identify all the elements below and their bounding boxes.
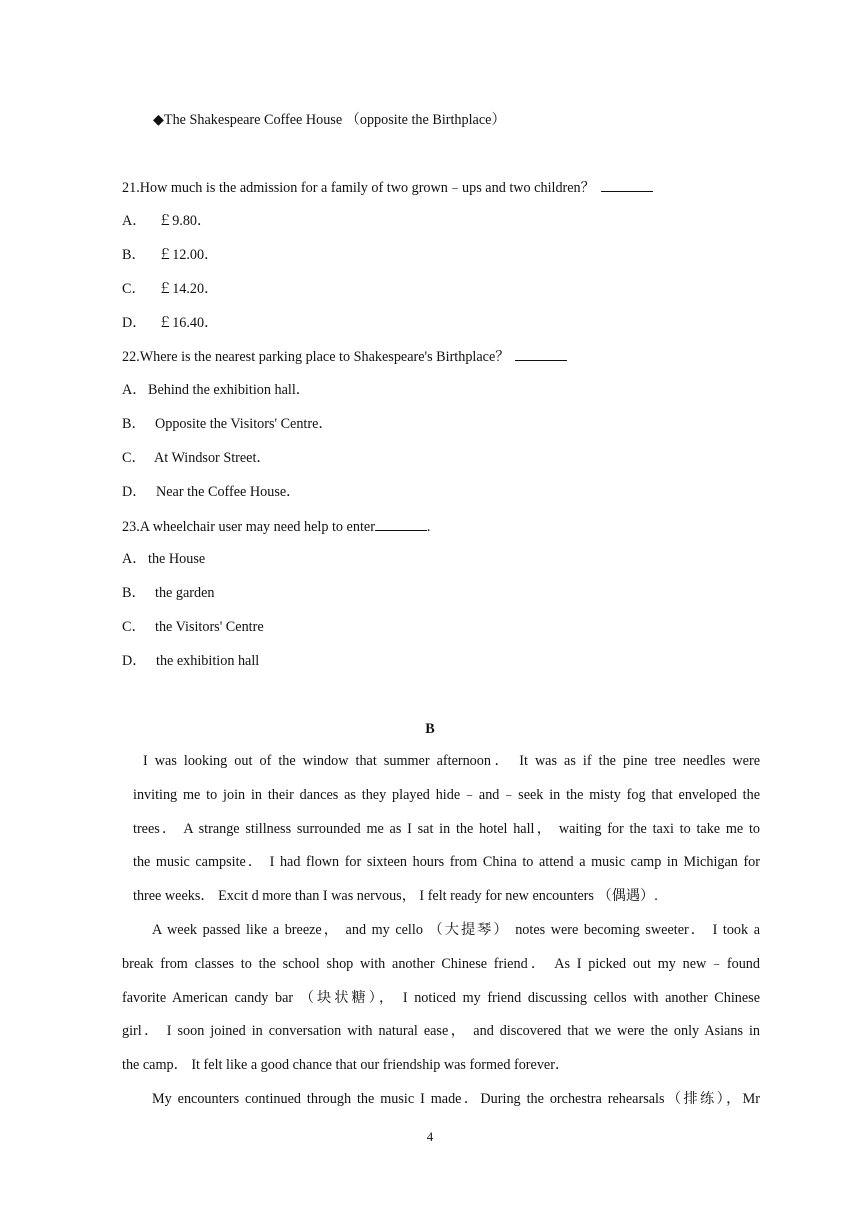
question-23-option-a: A． the House [122,551,206,567]
page-number: 4 [426,1129,434,1144]
question-23-stem: 23.A wheelchair user may need help to enter . [122,519,431,535]
question-22-stem: 22.Where is the nearest parking place to Shakespeare's Birthplace？ [122,347,567,366]
question-21-option-d: D． ￡16.40． [122,315,219,331]
answer-blank[interactable] [601,178,653,192]
question-23-option-c: C． the Visitors' Centre [122,619,264,635]
passage-line: girl． I soon joined in conversation with natural ease， and discovered that we were the only Asians in [122,1023,760,1040]
passage-paragraph-2 [122,914,760,1083]
passage-paragraph-3 [122,1083,760,1117]
question-21-stem: 21.How much is the admission for a family of two grown﹣ups and two children？ [122,178,653,197]
diamond-bullet-icon: ◆ [153,112,164,128]
passage-line: break from classes to the school shop with another Chinese friend． As I picked out my new﹣found [122,955,760,972]
section-heading: B [425,721,435,737]
question-22-option-c: C． At Windsor Street． [122,450,271,466]
question-22-option-d: D． Near the Coffee House． [122,484,301,500]
passage-line: A week passed like a breeze， and my cello （大提琴） notes were becoming sweeter． I took a [152,922,760,938]
question-22-option-b: B． Opposite the Visitors' Centre． [122,416,333,432]
question-23-option-d: D． the exhibition hall [122,653,260,669]
answer-blank[interactable] [375,517,427,531]
passage-paragraph-1 [122,745,760,914]
passage-line: favorite American candy bar （块状糖）， I noticed my friend discussing cellos with another Chinese [122,989,760,1006]
passage-line: My encounters continued through the music I made．During the orchestra rehearsals（排练），Mr [152,1091,760,1107]
passage-line: the music campsite． I had flown for sixteen hours from China to attend a music camp in Michigan for [133,854,760,871]
passage-line: the camp． It felt like a good chance that our friendship was formed forever． [122,1057,570,1074]
question-23-option-b: B． the garden [122,585,215,601]
bullet-item [153,111,506,129]
answer-blank[interactable] [515,347,567,361]
question-21-option-a: A． ￡9.80． [122,213,212,229]
question-21-option-c: C． ￡14.20． [122,281,219,297]
passage-line: inviting me to join in their dances as they played hide﹣and﹣seek in the misty fog that enveloped the [133,786,760,803]
bullet-text: The Shakespeare Coffee House （opposite the Birthplace） [163,112,506,128]
passage-line: I was looking out of the window that summer afternoon． It was as if the pine tree needles were [143,753,760,769]
passage-line: three weeks． Excit d more than I was nervous， I felt ready for new encounters （偶遇）. [133,888,658,905]
passage-line: trees． A strange stillness surrounded me as I sat in the hotel hall， waiting for the taxi to take me to [133,820,760,837]
question-21-option-b: B． ￡12.00． [122,247,219,263]
question-22-option-a: A． Behind the exhibition hall． [122,382,310,398]
